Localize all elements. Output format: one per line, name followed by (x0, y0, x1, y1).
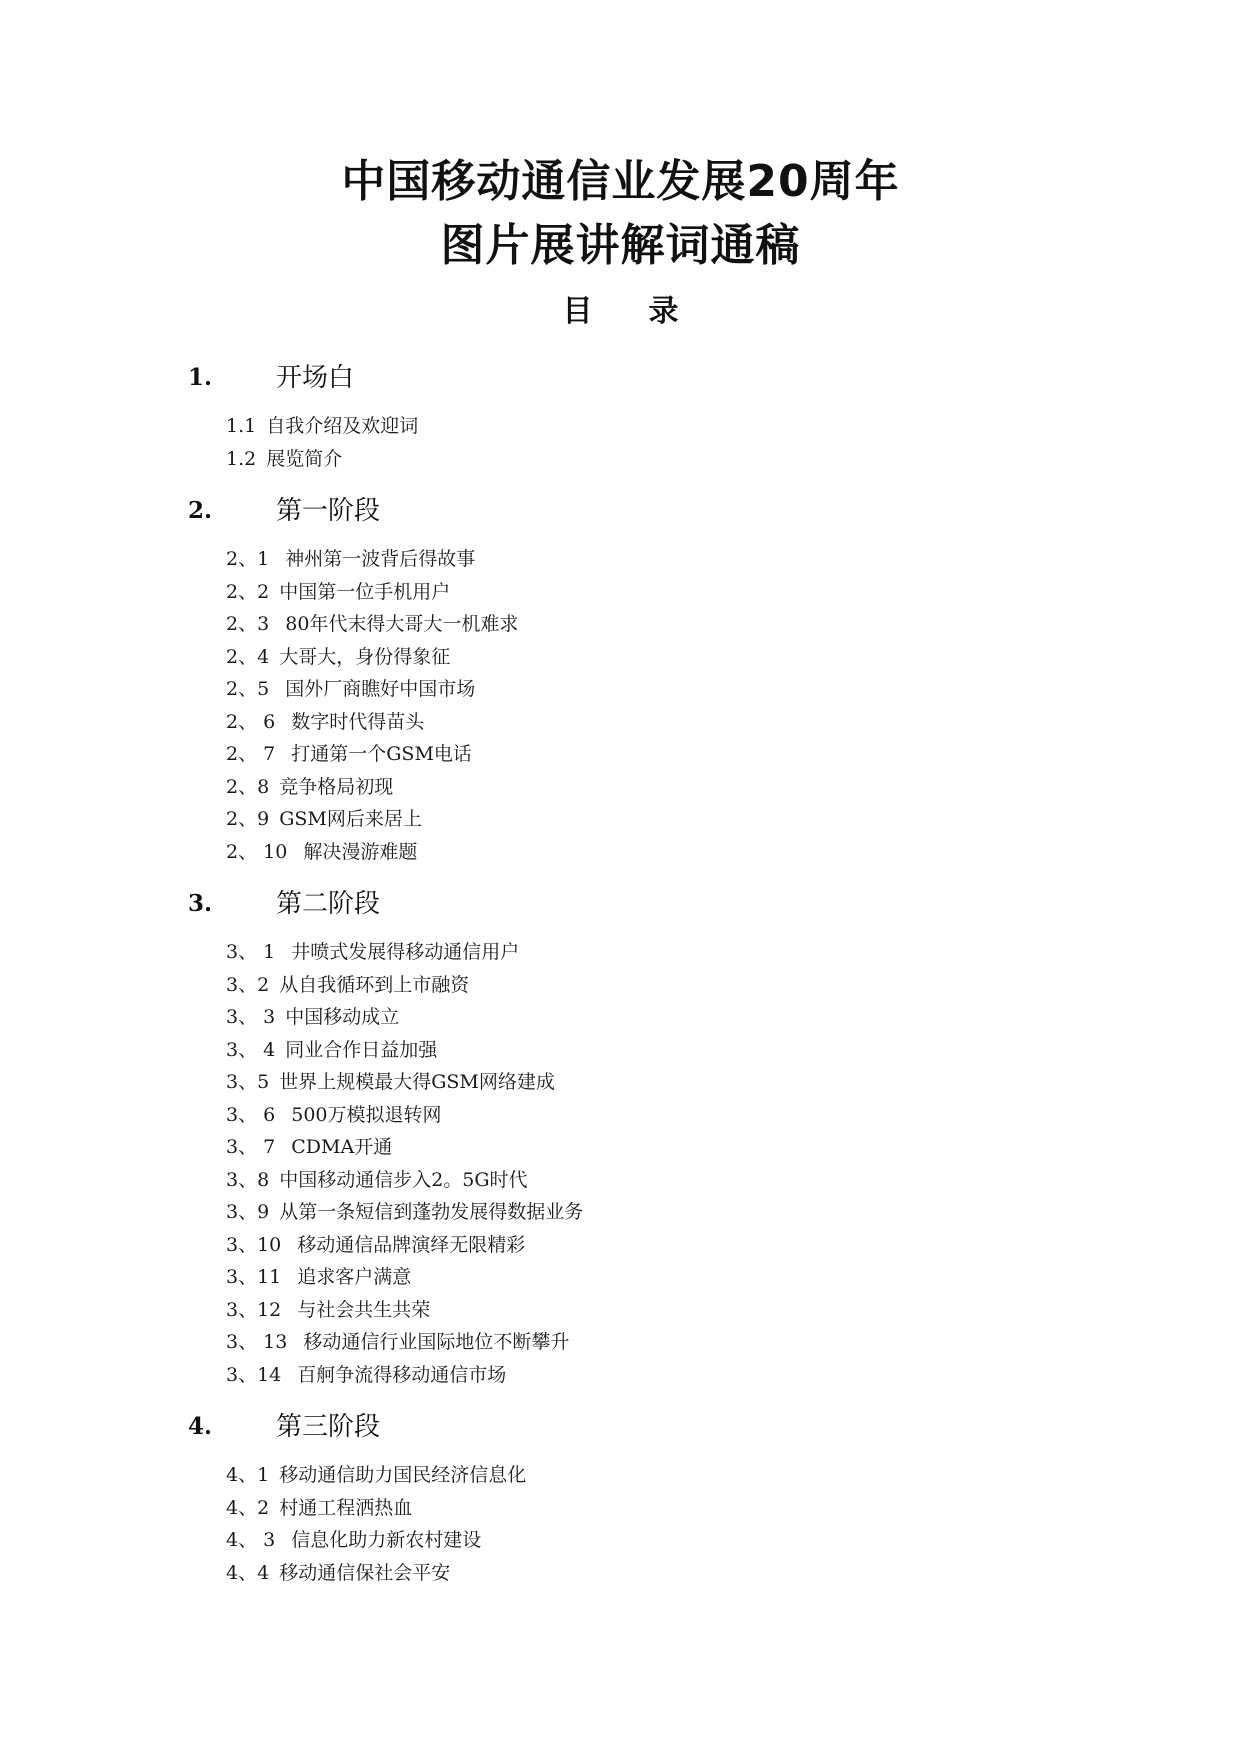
toc-item-number: 3、2 (226, 973, 270, 996)
toc-item-text: 村通工程洒热血 (279, 1496, 413, 1519)
toc-item-number: 1.2 (226, 447, 257, 470)
section-title: 第二阶段 (276, 889, 381, 919)
toc-item[interactable] (188, 1359, 1088, 1392)
toc-item[interactable] (188, 936, 1088, 969)
toc-item-text: 移动通信助力国民经济信息化 (279, 1464, 527, 1486)
toc-item-number: 2、1 (226, 548, 270, 570)
toc-item[interactable] (188, 1034, 1088, 1067)
toc-section (188, 1405, 1088, 1589)
toc-item-number: 3、 3 (226, 1006, 276, 1028)
toc-item-text: 移动通信品牌演绎无限精彩 (291, 1233, 526, 1256)
toc-item-number: 1.1 (226, 415, 257, 437)
toc-item[interactable] (188, 1294, 1088, 1327)
toc-item[interactable] (188, 738, 1088, 771)
toc-item-text: 国外厂商瞧好中国市场 (279, 678, 476, 700)
toc-item[interactable] (188, 1492, 1088, 1525)
section-number: 2. (188, 497, 213, 524)
toc-item[interactable] (188, 1164, 1088, 1197)
toc-item-text: 百舸争流得移动通信市场 (291, 1363, 507, 1386)
toc-item[interactable] (188, 1459, 1088, 1492)
toc-item[interactable] (188, 608, 1088, 641)
toc-item-number: 4、1 (226, 1464, 270, 1486)
toc-section-heading[interactable] (188, 1405, 1088, 1449)
toc-item-number: 2、4 (226, 645, 270, 668)
toc-item-number: 2、9 (226, 808, 270, 830)
toc-item-text: 中国移动成立 (285, 1006, 400, 1028)
toc-item-text: 500万模拟退转网 (285, 1103, 442, 1126)
toc-item-number: 2、 10 (226, 840, 288, 863)
toc-section-heading[interactable] (188, 882, 1088, 926)
toc-heading-char-1: 目 (562, 294, 593, 329)
toc-item-text: 从第一条短信到蓬勃发展得数据业务 (279, 1201, 584, 1223)
toc-item-text: 移动通信保社会平安 (279, 1561, 451, 1584)
toc-section-heading[interactable] (188, 489, 1088, 533)
title-line-1: 中国移动通信业发展20周年 (341, 156, 900, 207)
toc-item-number: 3、 4 (226, 1038, 276, 1061)
toc-section (188, 489, 1088, 868)
toc-item-number: 4、2 (226, 1496, 270, 1519)
toc-item-number: 2、 6 (226, 710, 276, 733)
toc-item-number: 3、 13 (226, 1331, 288, 1353)
toc-item-text: 自我介绍及欢迎词 (266, 415, 419, 437)
toc-item[interactable] (188, 803, 1088, 836)
toc-item-text: 打通第一个GSM电话 (285, 743, 472, 765)
toc-item-text: 与社会共生共荣 (291, 1298, 431, 1321)
toc-item-list (188, 410, 1088, 475)
toc-item-number: 4、4 (226, 1561, 270, 1584)
toc-item[interactable] (188, 771, 1088, 804)
toc-item-number: 2、5 (226, 678, 270, 700)
toc-item-text: 移动通信行业国际地位不断攀升 (297, 1331, 570, 1353)
toc-item-list (188, 936, 1088, 1391)
toc-item-number: 3、14 (226, 1363, 282, 1386)
toc-item-number: 3、11 (226, 1266, 282, 1288)
toc-item[interactable] (188, 641, 1088, 674)
toc-item-text: 从自我循环到上市融资 (279, 973, 470, 996)
toc-item-number: 3、 6 (226, 1103, 276, 1126)
toc-section (188, 356, 1088, 475)
section-number: 3. (188, 890, 213, 917)
toc-item-number: 3、8 (226, 1168, 270, 1191)
toc-item-text: 竞争格局初现 (279, 775, 394, 798)
toc-section-heading[interactable] (188, 356, 1088, 400)
toc-item-text: 井喷式发展得移动通信用户 (285, 941, 520, 963)
toc-item-list (188, 1459, 1088, 1589)
section-title: 开场白 (276, 363, 355, 393)
toc-section (188, 882, 1088, 1391)
toc-item[interactable] (188, 543, 1088, 576)
toc-item[interactable] (188, 1131, 1088, 1164)
toc-heading (0, 292, 1241, 332)
toc-item-text: 大哥大，身份得象征 (279, 645, 451, 668)
toc-item-text: 80年代末得大哥大一机难求 (279, 613, 519, 635)
toc-item-number: 2、3 (226, 613, 270, 635)
toc-item[interactable] (188, 1326, 1088, 1359)
toc-item[interactable] (188, 576, 1088, 609)
toc-item-number: 3、 1 (226, 941, 276, 963)
toc-item-number: 3、12 (226, 1298, 282, 1321)
toc-item[interactable] (188, 443, 1088, 476)
toc-item-text: 神州第一波背后得故事 (279, 548, 476, 570)
toc-item-text: 中国移动通信步入2。5G时代 (279, 1168, 528, 1191)
toc-item[interactable] (188, 1524, 1088, 1557)
toc-item[interactable] (188, 1099, 1088, 1132)
toc-item-text: 信息化助力新农村建设 (285, 1529, 482, 1551)
section-title: 第一阶段 (276, 496, 381, 526)
toc-item[interactable] (188, 1261, 1088, 1294)
toc-item-number: 3、9 (226, 1201, 270, 1223)
toc-item-number: 2、8 (226, 775, 270, 798)
toc-item[interactable] (188, 706, 1088, 739)
toc-item-number: 2、2 (226, 580, 270, 603)
toc-item-text: 世界上规模最大得GSM网络建成 (279, 1071, 555, 1093)
toc-heading-char-2: 录 (648, 294, 679, 329)
document-title (0, 150, 1241, 278)
title-line-2: 图片展讲解词通稿 (440, 220, 801, 271)
section-title: 第三阶段 (276, 1412, 381, 1442)
toc-item-text: 数字时代得苗头 (285, 710, 425, 733)
toc-item-text: 同业合作日益加强 (285, 1038, 438, 1061)
toc-item[interactable] (188, 836, 1088, 869)
toc-item-text: GSM网后来居上 (279, 808, 422, 830)
toc-item[interactable] (188, 969, 1088, 1002)
toc-item[interactable] (188, 1196, 1088, 1229)
table-of-contents (188, 356, 1088, 1603)
toc-item[interactable] (188, 1229, 1088, 1262)
toc-item[interactable] (188, 410, 1088, 443)
section-number: 1. (188, 364, 213, 391)
section-number: 4. (188, 1413, 213, 1440)
toc-item-text: 解决漫游难题 (297, 840, 418, 863)
toc-item-number: 4、 3 (226, 1529, 276, 1551)
toc-item-number: 3、5 (226, 1071, 270, 1093)
toc-item[interactable] (188, 1557, 1088, 1590)
toc-item[interactable] (188, 1001, 1088, 1034)
toc-item-text: 展览简介 (266, 447, 343, 470)
toc-item-text: 追求客户满意 (291, 1266, 412, 1288)
toc-item[interactable] (188, 673, 1088, 706)
toc-item-number: 2、 7 (226, 743, 276, 765)
toc-item-number: 3、 7 (226, 1136, 276, 1158)
toc-item-list (188, 543, 1088, 868)
toc-item-number: 3、10 (226, 1233, 282, 1256)
toc-item-text: 中国第一位手机用户 (279, 580, 451, 603)
toc-item[interactable] (188, 1066, 1088, 1099)
toc-item-text: CDMA开通 (285, 1136, 393, 1158)
